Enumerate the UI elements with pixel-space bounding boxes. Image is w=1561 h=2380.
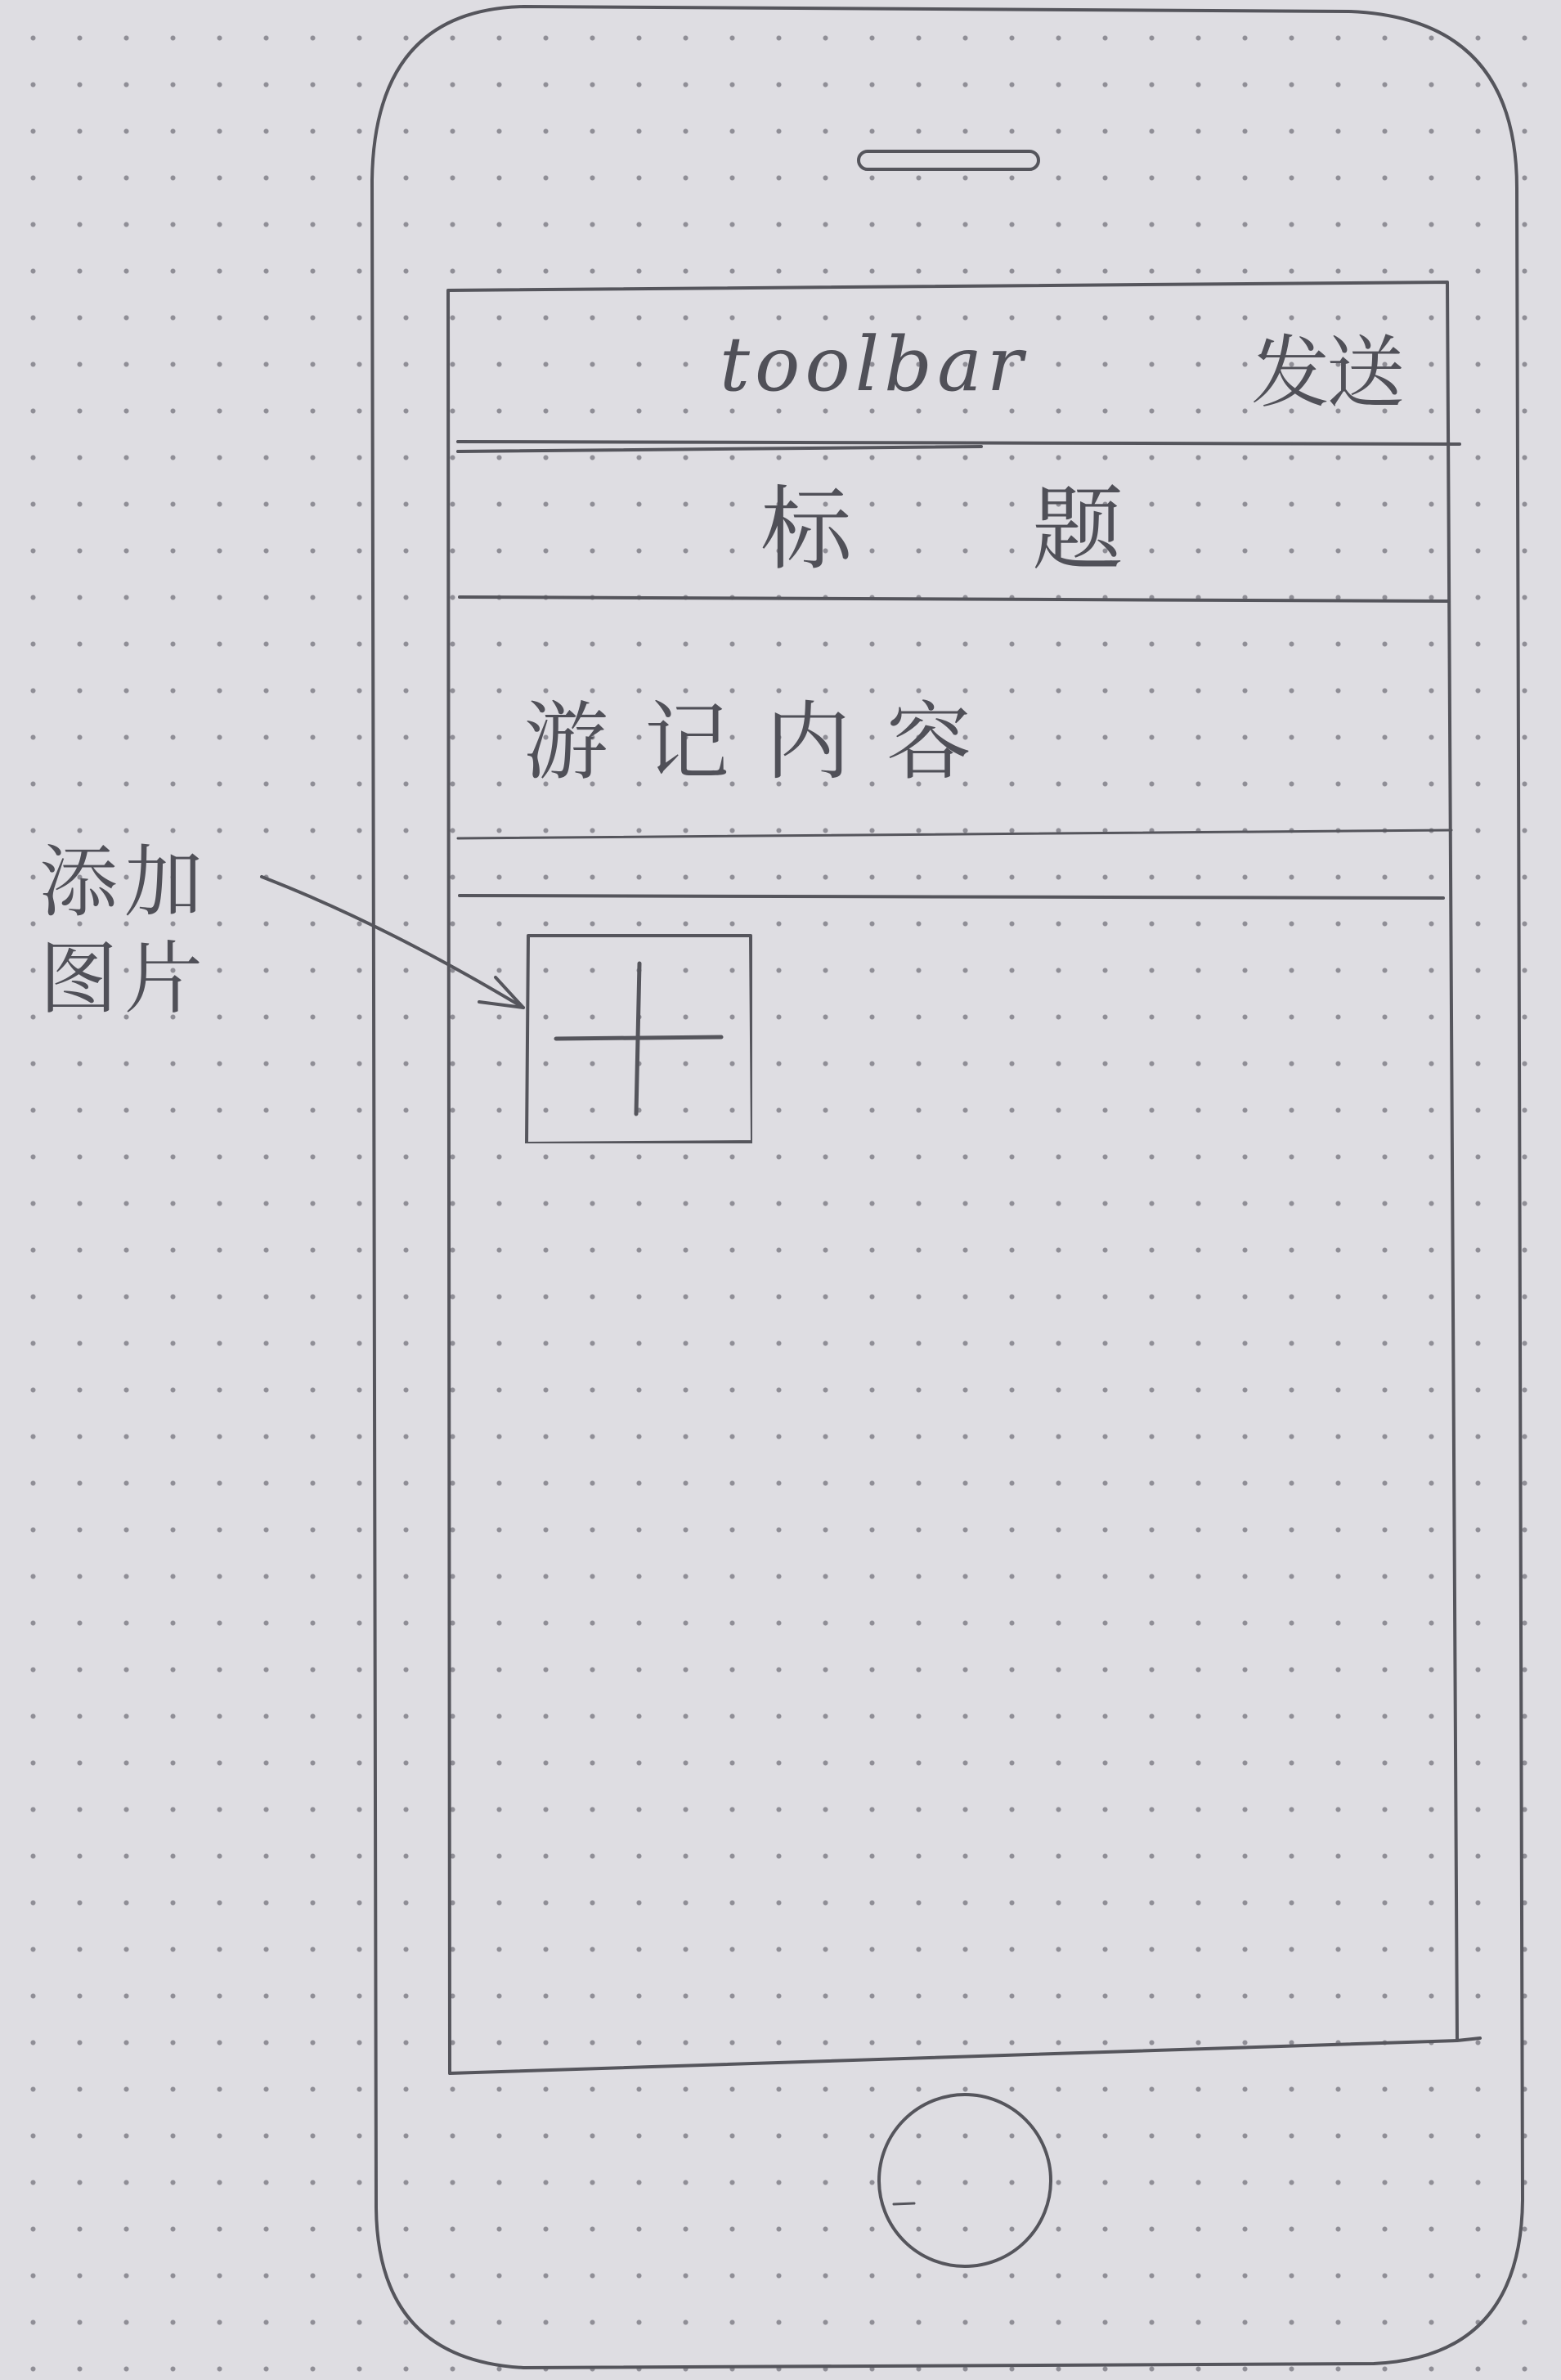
title-input[interactable]: 标题 xyxy=(760,477,1303,583)
toolbar-divider xyxy=(458,442,1460,451)
title-divider xyxy=(460,597,1449,601)
toolbar-title: toolbar xyxy=(720,321,1028,408)
add-image-button[interactable] xyxy=(525,932,752,1143)
add-image-annotation: 添加图片 xyxy=(39,837,209,1025)
content-divider-lower xyxy=(460,896,1443,898)
send-button[interactable]: 发送 xyxy=(1251,327,1402,419)
speaker-slot xyxy=(859,151,1038,169)
content-divider xyxy=(458,830,1451,838)
image-box-outline xyxy=(525,932,752,1143)
plus-icon xyxy=(556,963,721,1114)
content-input[interactable]: 游记内容 xyxy=(523,692,1008,792)
home-button xyxy=(879,2095,1051,2266)
